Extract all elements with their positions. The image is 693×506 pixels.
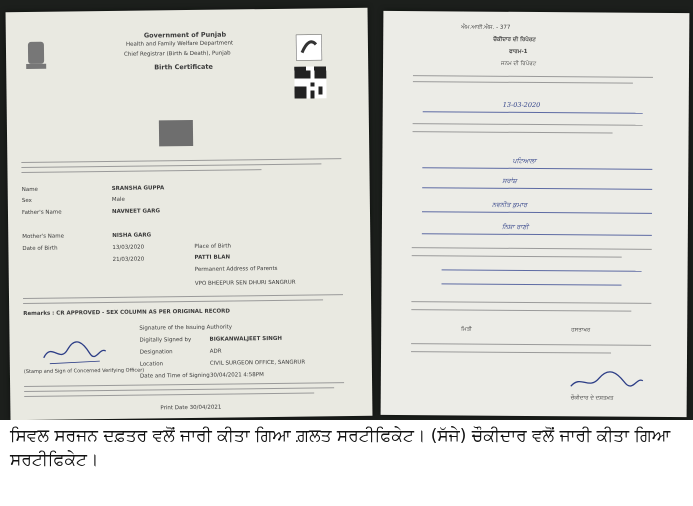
handwritten-name-1: ਸਰਾਂਸ਼	[502, 176, 517, 185]
watchman-signature-icon	[567, 368, 647, 399]
handwritten-village: ਪਟਿਆਲਾ	[512, 156, 537, 166]
address-label: Permanent Address of Parents	[194, 265, 278, 273]
certificate-title: Birth Certificate	[154, 62, 213, 72]
qr-code-icon	[294, 66, 326, 98]
signed-by-label: Digitally Signed by	[139, 336, 192, 344]
right-footer-left: ਮਿਤੀ	[461, 326, 472, 333]
handwritten-name-2: ਨਵਨੀਤ ਕੁਮਾਰ	[492, 200, 528, 209]
print-date: Print Date 30/04/2021	[160, 404, 222, 412]
signed-by-value: BIGKANWALJEET SINGH	[209, 335, 282, 343]
header-line-2: Health and Family Welfare Department	[125, 40, 234, 48]
location-label: Location	[139, 361, 164, 368]
datetime-label: Date and Time of Signing	[139, 372, 210, 380]
header-line-3: Chief Registrar (Birth & Death), Punjab	[124, 50, 231, 58]
stamp-label: (Stamp and Sign of Concerned Verifying Officer)	[23, 367, 145, 376]
watchman-signature-label: ਚੌਕੀਦਾਰ ਦੇ ਦਸਤਖ਼ਤ	[570, 395, 614, 402]
photo-stamp-icon	[159, 120, 193, 146]
right-heading-1: ਚੌਕੀਦਾਰ ਦੀ ਰਿਪੋਰਟ	[493, 36, 536, 44]
right-footer-right: ਹਸਤਾਖਰ	[571, 327, 591, 334]
datetime-value: 30/04/2021 4:58PM	[209, 372, 264, 379]
right-heading-3: ਜਨਮ ਦੀ ਰਿਪੋਰਟ	[501, 60, 537, 68]
remarks-text: Remarks : CR APPROVED - SEX COLUMN AS PER ORIGINAL RECORD	[23, 308, 230, 318]
father-value: NAVNEET GARG	[111, 208, 161, 215]
pob-value: PATTI BLAN	[194, 254, 231, 261]
health-department-logo-icon	[296, 34, 322, 60]
father-label: Father's Name	[21, 209, 62, 217]
dob-value: 13/03/2020	[112, 244, 145, 251]
pob-label: Place of Birth	[194, 243, 232, 250]
right-form-no: ਐਮ.ਆਈ.ਐਸ. - 377	[461, 24, 511, 31]
handwritten-name-3: ਨਿਸ਼ਾ ਰਾਣੀ	[501, 222, 529, 231]
sex-value: Male	[111, 196, 125, 203]
sex-label: Sex	[21, 197, 32, 205]
right-heading-2: ਫਾਰਮ-1	[509, 48, 528, 55]
mother-value: NISHA GARG	[112, 232, 152, 239]
mother-label: Mother's Name	[22, 233, 65, 241]
handwritten-date: 13-03-2020	[502, 100, 541, 110]
registration-date-value: 21/03/2020	[112, 256, 145, 263]
dob-label: Date of Birth	[22, 245, 58, 253]
name-label: Name	[21, 186, 38, 194]
location-value: CIVIL SURGEON OFFICE, SANGRUR	[209, 359, 306, 367]
signatory-label: Signature of the Issuing Authority	[139, 324, 233, 332]
designation-label: Designation	[139, 349, 173, 356]
government-emblem-icon	[24, 38, 48, 72]
watchman-report-document	[381, 11, 690, 417]
name-value: SRANSHA GUPPA	[111, 185, 165, 192]
birth-certificate-document	[6, 8, 373, 420]
designation-value: ADR	[209, 348, 222, 355]
address-value: VPO BHEEPUR SEN DHURI SANGRUR	[194, 279, 296, 287]
handwritten-signature-icon	[40, 337, 110, 372]
photo-caption: ਸਿਵਲ ਸਰਜਨ ਦਫ਼ਤਰ ਵਲੋਂ ਜਾਰੀ ਕੀਤਾ ਗਿਆ ਗ਼ਲਤ ਸਰਟੀਫਿਕੇਟ। (ਸੱਜੇ) ਚੌਕੀਦਾਰ ਵਲੋਂ ਜਾਰੀ ਕੀਤਾ ਗਿਆ ਸਰਟੀਫਿਕੇਟ।	[10, 426, 671, 470]
header-line-1: Government of Punjab	[143, 30, 227, 40]
